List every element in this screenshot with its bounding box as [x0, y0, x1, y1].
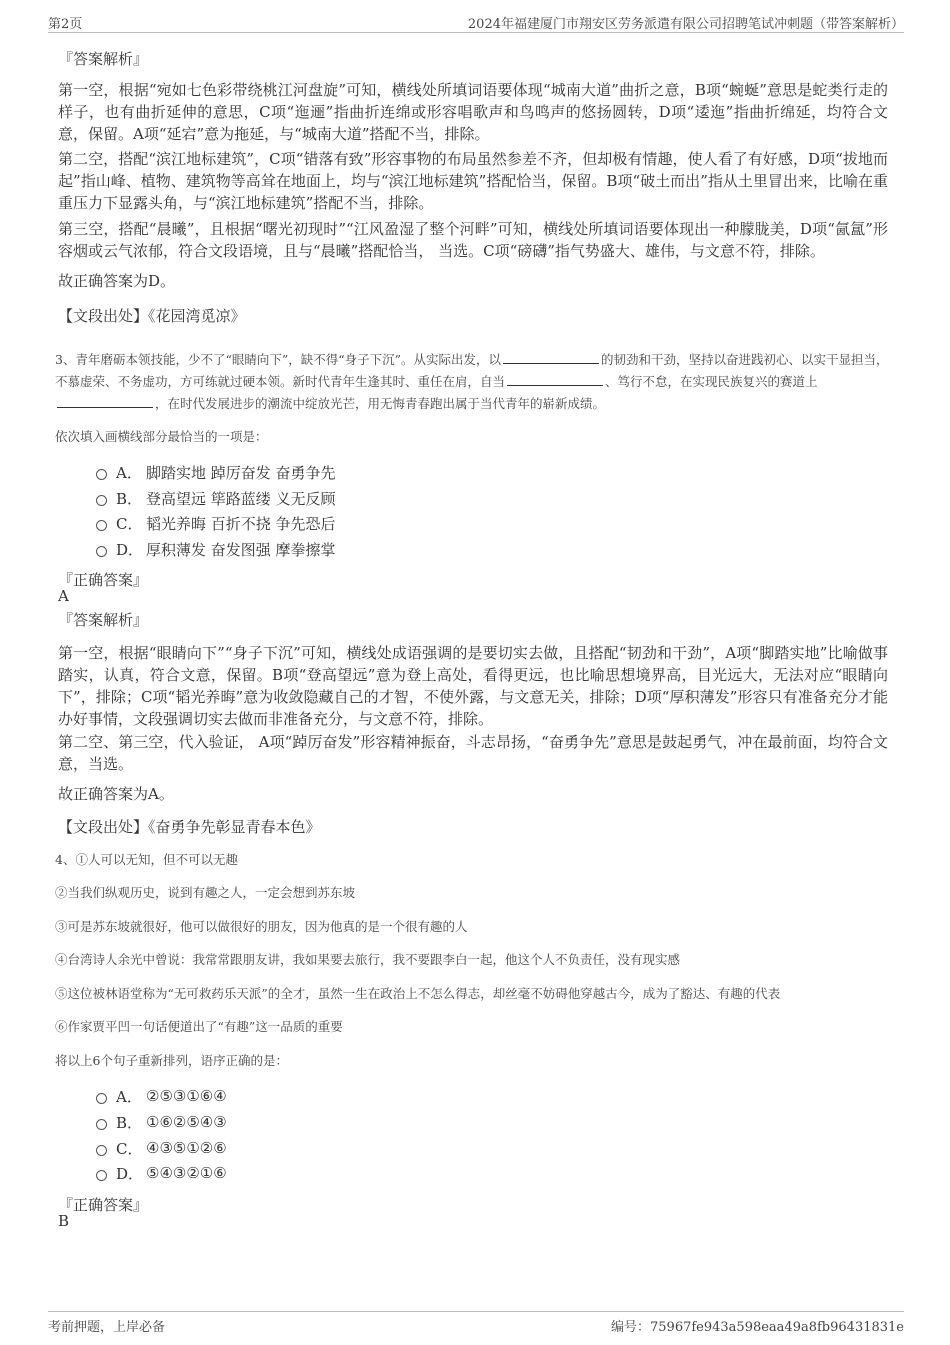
page-header [48, 10, 904, 33]
q2-analysis-paragraph-2: 第二空，搭配“滨江地标建筑”，C项“错落有致”形容事物的布局虽然参差不齐，但却极有情趣，使人看了有好感，D项“拔地而起”指山峰、植物、建筑物等高耸在地面上，均与“滨江地标建筑”搭配恰当，保留。B项“破土而出”指从土里冒出来，比喻在重重压力下显露头角，与“滨江地标建筑”搭配不当，排除。 [58, 150, 888, 212]
option-letter: C． [116, 514, 143, 533]
page-number: 第2页 [48, 17, 83, 32]
q4-sentence-2: ②当我们纵观历史，说到有趣之人，一定会想到苏东坡 [55, 885, 356, 900]
q4-sentence-5: ⑤这位被林语堂称为“无可救药乐天派”的全才，虽然一生在政治上不怎么得志，却丝毫不妨碍他穿越古今，成为了豁达、有趣的代表 [55, 986, 781, 1001]
q4-option-a[interactable] [96, 1085, 227, 1107]
q4-sentence-6: ⑥作家贾平凹一句话便道出了“有趣”这一品质的重要 [55, 1019, 343, 1034]
option-letter: D． [116, 1164, 144, 1183]
q2-analysis-paragraph-1: 第一空，根据“宛如七色彩带绕桃江河盘旋”可知，横线处所填词语要体现“城南大道”曲折之意，B项“蜿蜒”意思是蛇类行走的样子，也有曲折延伸的意思，C项“迤逦”指曲折连绵或形容唱歌声和鸟鸣声的悠扬圆转，D项“逶迤”指曲折绵延，均符合文意，保留。A项“延宕”意为拖延，与“城南大道”搭配不当，排除。 [58, 81, 888, 143]
option-letter: B． [116, 1113, 143, 1132]
option-letter: C． [116, 1139, 143, 1158]
q3-instruction: 依次填入画横线部分最恰当的一项是： [55, 429, 268, 444]
radio-icon[interactable] [96, 469, 107, 480]
q3-analysis-label: 『答案解析』 [58, 611, 149, 629]
q3-blank-2 [507, 372, 603, 386]
radio-icon[interactable] [96, 546, 107, 557]
document-title: 2024年福建厦门市翔安区劳务派遣有限公司招聘笔试冲刺题（带答案解析） [467, 17, 904, 32]
q3-option-c[interactable] [96, 512, 336, 534]
q3-blank-3 [57, 394, 153, 408]
radio-icon[interactable] [96, 1170, 107, 1181]
q3-answer-value: A [58, 587, 69, 605]
radio-icon[interactable] [96, 495, 107, 506]
page-footer [48, 1311, 904, 1334]
option-text: ⑤④③②①⑥ [146, 1164, 227, 1182]
q3-stem [55, 349, 895, 415]
q4-sentence-4: ④台湾诗人余光中曾说：我常常跟朋友讲，我如果要去旅行，我不要跟李白一起，他这个人不负责任，没有现实感 [55, 952, 681, 967]
q2-analysis-paragraph-3: 第三空，搭配“晨曦”，且根据“曙光初现时”“江风盈湿了整个河畔”可知，横线处所填词语要体现出一种朦胧美，D项“氤氲”形容烟或云气浓郁，符合文段语境，且与“晨曦”搭配恰当， 当选。C项“磅礴”指气势盛大、雄伟，与文意不符，排除。 [58, 220, 888, 260]
radio-icon[interactable] [96, 520, 107, 531]
document-id: 编号：75967fe943a598eaa49a8fb96431831e [611, 1320, 904, 1335]
q3-blank-1 [503, 350, 599, 364]
q3-stem-part-1: 3、青年磨砺本领技能，少不了“眼睛向下”，缺不得“身子下沉”。从实际出发，以 [55, 352, 502, 367]
q3-stem-part-2: 的韧劲和干劲，坚持以奋进践初心、以实干显担当，不慕虚荣、不务虚功，方可练就过硬本领。新时代青年生逢其时、重任在肩，自当 [55, 352, 889, 389]
q2-analysis-label: 『答案解析』 [58, 50, 149, 68]
q3-analysis-paragraph-2: 第二空、第三空，代入验证， A项“踔厉奋发”形容精神振奋，斗志昂扬，“奋勇争先”意思是鼓起勇气，冲在最前面，均符合文意，当选。 [58, 733, 888, 773]
radio-icon[interactable] [96, 1093, 107, 1104]
q2-source: 【文段出处】《花园湾觅凉》 [58, 307, 246, 325]
option-text: 韬光养晦 百折不挠 争先恐后 [146, 514, 336, 533]
radio-icon[interactable] [96, 1119, 107, 1130]
q3-answer-label: 『正确答案』 [58, 571, 149, 589]
q3-stem-part-4: ，在时代发展进步的潮流中绽放光芒，用无悔青春跑出属于当代青年的崭新成绩。 [155, 396, 606, 411]
option-letter: D． [116, 540, 144, 559]
option-letter: B． [116, 489, 143, 508]
q3-option-b[interactable] [96, 487, 336, 509]
q3-conclusion: 故正确答案为A。 [58, 785, 174, 803]
option-text: ②⑤③①⑥④ [146, 1087, 227, 1105]
q4-sentence-3: ③可是苏东坡就很好，他可以做很好的朋友，因为他真的是一个很有趣的人 [55, 919, 468, 934]
footer-slogan: 考前押题，上岸必备 [48, 1320, 166, 1335]
q4-answer-label: 『正确答案』 [58, 1196, 149, 1214]
q3-option-a[interactable] [96, 461, 336, 483]
option-text: 厚积薄发 奋发图强 摩拳擦掌 [146, 540, 336, 559]
q4-answer-value: B [58, 1212, 70, 1230]
option-text: 登高望远 筚路蓝缕 义无反顾 [146, 489, 336, 508]
option-text: 脚踏实地 踔厉奋发 奋勇争先 [146, 463, 336, 482]
option-text: ④③⑤①②⑥ [146, 1139, 227, 1157]
q4-option-c[interactable] [96, 1137, 227, 1159]
q4-instruction: 将以上6个句子重新排列，语序正确的是： [55, 1053, 288, 1068]
radio-icon[interactable] [96, 1145, 107, 1156]
q3-analysis-paragraph-1: 第一空，根据“眼睛向下”“身子下沉”可知，横线处成语强调的是要切实去做，且搭配“韧劲和干劲”，A项“脚踏实地”比喻做事踏实，认真，符合文意，保留。B项“登高望远”意为登上高处，看得更远，也比喻思想境界高，目光远大，无法对应“眼睛向下”，排除；C项“韬光养晦”意为收敛隐藏自己的才智，不使外露，与文意无关，排除；D项“厚积薄发”形容只有准备充分才能办好事情，文段强调切实去做而非准备充分，与文意不符，排除。 [58, 644, 888, 728]
q3-source: 【文段出处】《奋勇争先彰显青春本色》 [58, 818, 321, 836]
q4-option-d[interactable] [96, 1162, 227, 1184]
q4-option-b[interactable] [96, 1111, 227, 1133]
q3-option-d[interactable] [96, 538, 336, 560]
option-text: ①⑥②⑤④③ [146, 1113, 227, 1131]
q3-stem-part-3: 、笃行不怠，在实现民族复兴的赛道上 [605, 374, 818, 389]
q4-sentence-1: 4、①人可以无知，但不可以无趣 [55, 852, 238, 867]
q2-conclusion: 故正确答案为D。 [58, 272, 176, 290]
option-letter: A． [116, 463, 142, 482]
option-letter: A． [116, 1087, 142, 1106]
